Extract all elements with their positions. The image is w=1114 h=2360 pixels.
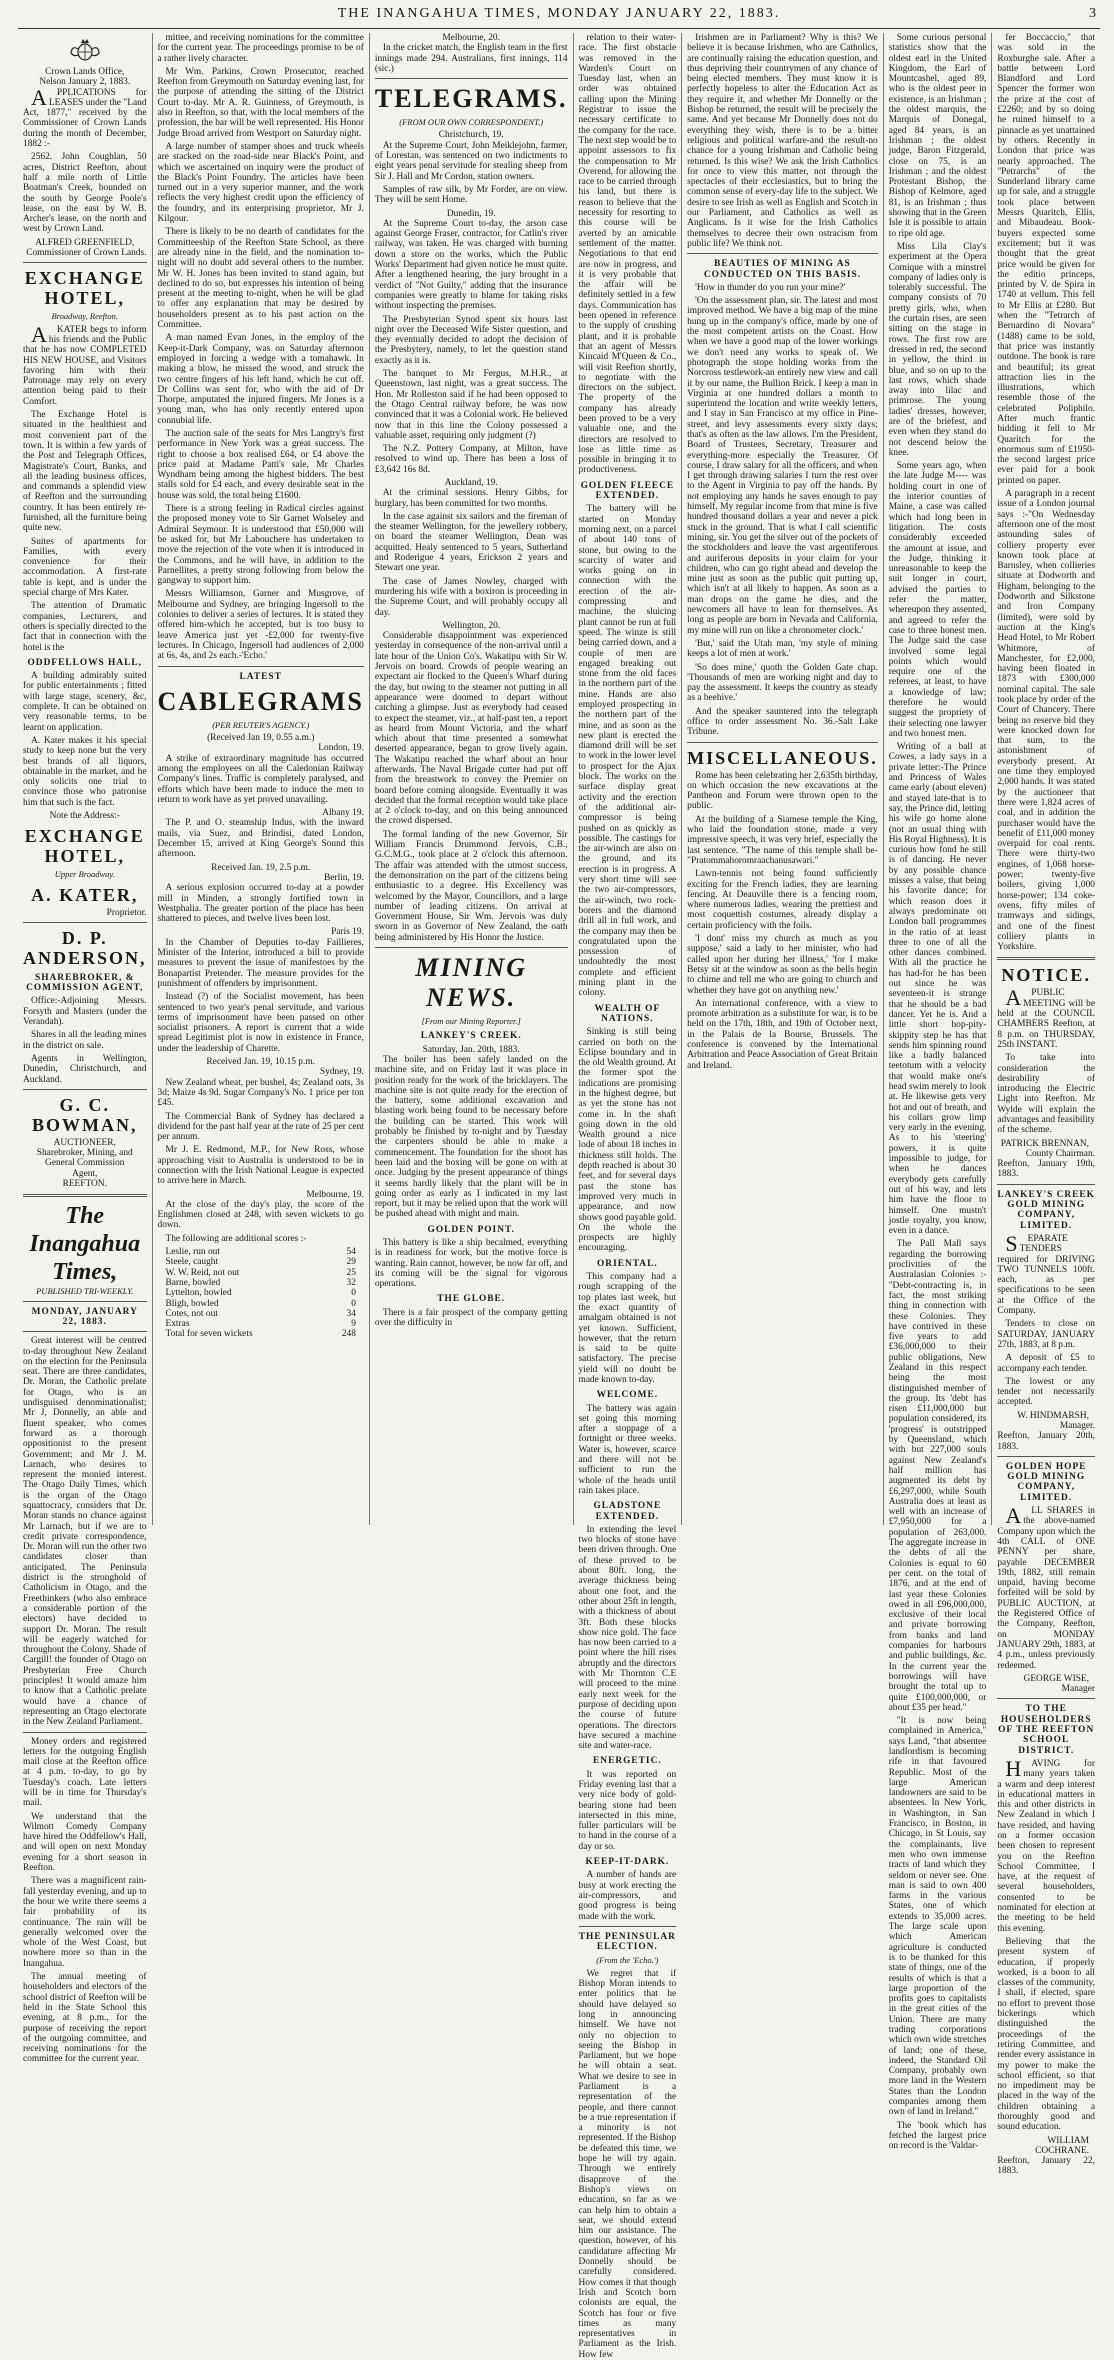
bowman-line: Agent, (72, 1168, 98, 1179)
column-3 (370, 33, 574, 1525)
dateline: Paris 19. (331, 927, 364, 938)
bowman-line: REEFTON. (62, 1179, 107, 1190)
notice-signature: PATRICK BRENNAN, (1000, 1138, 1089, 1149)
section-heading: GOLDEN FLEECE EXTENDED. (580, 480, 675, 502)
leader-paragraph: We understand that the Wilmott Comedy Company have hired the Oddfellow's Hall, and will open on next Monday evening for a short season in Reefton. (23, 1811, 147, 1874)
misc-paragraph: At the building of a Siamese temple the King, who laid the foundation stone, made a very impressive speech, it was very brief, especially the last sentence. "The name of this temple shall be-"Pratommahoromraachanusawari." (687, 814, 878, 866)
shares-signature-title: Manager (1061, 1684, 1095, 1695)
tender-signature: W. HINDMARSH, (1017, 1410, 1089, 1421)
tender-paragraph: SEPARATE TENDERS required for DRIVING TWO TUNNELS 100ft. each, as per specifications to be seen at the Office of the Company. (997, 1230, 1095, 1317)
anderson-shares: Shares in all the leading mines in the district on sale. (23, 1030, 147, 1051)
mining-paragraph: It was reported on Friday evening last that a very nice body of gold-bearing stone had been intersected in this mine, fuller particulars will be to hand in the course of a day or so. (578, 1769, 677, 1852)
hotel-address-repeat: Upper Broadway. (54, 869, 115, 880)
misc-paragraph: An international conference, with a view to promote arbitration as a substitute for war, is to be held on the 17th, 18th, and 19th of October next, in the Palais de la Bourse, Brussels. The conference is convened by the International Arbitration and Peace Association of Great Britain and Ireland. (687, 998, 878, 1071)
misc-paragraph: Some curious personal statistics show that the oldest earl in the United Kingdom, the Earl of Mountcashel, aged 89, who is the oldest peer in existence, is an Irishman ; the oldest marquis, the Marquis of Donegal, aged 84 years, is an Irishman ; the oldest judge, Baron Fitzgerald, close on 75, is an Irishman ; and the oldest Protestant Bishop, the Bishop of Kelmore, aged 81, is an Irishman ; thus showing that in the Green Isle it is possible to attain to ripe old age. (888, 33, 987, 239)
cable-paragraph: The P. and O. steamship Indus, with the inward mails, via Suez, and Brindisi, dated London, December 15, arrived at King George's Sound this afternoon. (157, 818, 364, 860)
telegram-paragraph: In the case against six sailors and the fireman of the steamer Wellington, for the jewellery robbery, on board the steamer Wellington, Dean was acquitted. Healy sentenced to 5 years, Sutherland and Roderigue 4 years, Erickson 2 years and Stewart one year. (374, 511, 568, 574)
article-paragraph: We regret that if Bishop Moran intends to enter politics that he should have delayed so long in announcing himself. We have not only no objection to seeing the Bishop in Parliament, but we hope he will obtain a seat. What we desire to see in Parliament is a representation of the people, and there cannot be a true representation if a minority is not represented. If the Bishop be defeated this time, we hope he will try again. Through we entirely disapprove of the Bishop's views on education, so far as we can help him to obtain a seat, we should extend him our assistance. The question, however, of his candidature affecting Mr Donnelly should be carefully considered. How comes it that though Irish and Scotch born colonists are equal, the Scotch has four or five times as many representatives in Parliament as the Irish. How few (578, 1968, 677, 2360)
section-heading: BEAUTIES OF MINING AS CONDUCTED ON THIS BASIS. (703, 259, 862, 280)
tender-paragraph: Tenders to close on SATURDAY, JANUARY 27th, 1883, at 8 p.m. (997, 1319, 1095, 1350)
section-subtitle: (From the 'Echo.') (596, 1955, 659, 1966)
hotel-paragraph: The attention of Dramatic companies, Lecturers, and others is specially directed to the fact that in connection with the hotel is the (23, 601, 147, 653)
score-row: Bligh, bowled 0 (165, 1298, 356, 1309)
score-row: Total for seven wickets 248 (165, 1329, 356, 1340)
mining-paragraph: Sinking is still being carried on both on the Eclipse boundary and in the old Wealth ground. At the former spot the indications are promising in the highest degree, but as yet the stone has not come in. In the shaft going down in the old Wealth ground a nice lode of about 18 inches in thickness still holds. The depth reached is about 30 feet, and for several days past the stone has improved very much in appearance, and now shows good payable gold. On the whole the prospects are highly encouraging. (578, 1027, 677, 1254)
section-heading: WELCOME. (596, 1390, 659, 1401)
news-paragraph: The auction sale of the seats for Mrs Langtry's first performance in New York was a great success. The right to choose a box realised £64, or £4 above the price paid at Madame Patti's sale, Mr Charles Wyndham being among the highest bidders. The best stalls sold for £4 each, and every desirable seat in the house was sold, the total being £1600. (157, 428, 364, 501)
mining-paragraph: This battery is like a ship becalmed, everything is in readiness for work, but the motive force is wanting. Rain cannot, however, be now far off, and its coming will be the signal for vigorous operations. (374, 1237, 568, 1290)
section-heading: ORIENTAL. (597, 1258, 658, 1269)
dateline: Sydney, 19. (319, 1067, 364, 1078)
cablegrams-subtitle: (PER REUTER'S AGENCY.) (212, 719, 310, 730)
received-line: (Received Jan 19, 0.55 a.m.) (207, 733, 315, 744)
news-paragraph: Mr Wm. Parkins, Crown Prosecutor, reached Reefton from Greymouth on Saturday evening last, for the purpose of attending the sitting of the District Court to-day. Mr A. R. Guinness, of Greymouth, is also in Reefton, so that, with the local members of the profession, the bar will be well represented. His Honor Judge Broad arrived from Westport on Saturday night. (157, 66, 364, 139)
notice-date: Reefton, January 19th, 1883. (997, 1159, 1095, 1180)
householders-paragraph: HAVING for many years taken a warm and deep interest in educational matters in this and other districts in New Zealand in which I have resided, and having on a former occasion been chosen to represent you on the Reefton School Committee, I have, at the request of several householders, consented to be nominated for election at the meeting to be held this evening. (997, 1755, 1095, 1934)
news-paragraph: There is likely to be no dearth of candidates for the Committeeship of the Reefton State School, as there are already nine in the field, and the nomination to-night will no doubt add several others to the number. Mr W. H. Jones has been invited to stand again, but declined to do so, but expresses his intention of being present at the meeting to-night, when he will be glad to offer any explanation that may be desired by householders present as to his past action on the Committee. (157, 227, 364, 331)
dateline: Berlin, 19. (324, 872, 364, 883)
section-heading: ENERGETIC. (593, 1756, 662, 1767)
hotel-paragraph: AKATER begs to inform his friends and the Public that he has now COMPLETED HIS NEW HOUSE, and Visitors favoring him with their Patronage may rely on every attention being paid to their Comfort. (23, 321, 147, 407)
news-paragraph: Messrs Williamson, Garner and Musgrove, of Melbourne and Sydney, are bringing Ingersoll to the colonies to deliver a series of lectures. It is stated they offered him-which he accepted, but is too busy to leave America just yet -£2,000 for twenty-five lectures. In Chicago, Ingersoll had audiences of 2,000 at 6s, 4s, and 2s each.-'Echo.' (157, 589, 364, 662)
householders-date: Reefton, January 22, 1883. (997, 2156, 1095, 2177)
telegram-paragraph: The N.Z. Pottery Company, at Milton, have resolved to wind up. There has been a loss of £3,642 16s 8d. (374, 444, 568, 475)
cable-paragraph: The Commercial Bank of Sydney has declared a dividend for the past half year at the rate of 25 per cent per annum. (157, 1111, 364, 1143)
paper-subtitle: PUBLISHED TRI-WEEKLY. (36, 1286, 134, 1297)
leader-paragraph: The annual meeting of householders and electors of the school district of Reefton will be held in the State School this evening, at 8 p.m., for the purpose of receiving the report of the outgoing committee, and receiving nominations for the committee for the current year. (23, 1972, 147, 2065)
crown-entry: 2562. John Coughlan, 50 acres, District Reefton, about half a mile north of Little Boatman's Creek, bounded on the south by George Poole's lease, on the east by W. B. Archer's lease, on the north and west by Crown Land. (23, 152, 147, 235)
hotel-proprietor: A. KATER, (31, 884, 139, 905)
royal-crest-icon (68, 37, 102, 63)
misc-paragraph: "It is now being complained in America," says Land, "that absentee landlordism is becoming rife in that favoured Republic. Most of the large American landowners are said to be absentees. In New York, in Washington, in San Francisco, in Boston, in Chicago, in St Louis, say the complainants, live men who own immense tracts of land which they seldom or never see. One man is said to own 400 farms in the various States, one of which extends to 35,000 acres. The large scale upon which American agriculture is conducted is to be thanked for this state of things, one of the results of which is that a large proportion of the profits goes to capitalists in the great cities of the Union. There are many trading corporations which own wide stretches of land; one of these, indeed, the Standard Oil Company, probably own more land in the Western States than the London companies among them own of land in Ireland." (888, 1716, 987, 2118)
crown-signature: ALFRED GREENFIELD, (35, 237, 135, 248)
news-paragraph: In the cricket match, the English team in the first innings made 294. Australians, first innings, 114 (sic.) (374, 43, 568, 74)
mining-subtitle: [From our Mining Reporter.] (421, 1016, 521, 1027)
anderson-agents: Agents in Wellington, Dunedin, Christchurch, and Auckland. (23, 1053, 147, 1085)
telegram-paragraph: The Presbyterian Synod spent six hours last night over the Deceased Wife Sister question, and they eventually decided to adopt the decision of the Presbytery, namely, to let the question stand exactly as it is. (374, 314, 568, 366)
column-4 (574, 33, 683, 2360)
shares-signature: GEORGE WISE, (1023, 1673, 1089, 1684)
mining-paragraph: This company had a rough scrapping of the top plates last week, but the exact quantity of amalgam obtained is not yet known. Sufficient, however, that the return is said to be quite satisfactory. The precise yield will no doubt be made known to-day. (578, 1272, 677, 1385)
cable-paragraph: Mr J. E. Redmond, M.P., for New Ross, whose approaching visit to Australia is understood to be in connection with the Irish National League is expected to arrive here in March. (157, 1145, 364, 1187)
anderson-subtitle: SHAREBROKER, & COMMISSION AGENT, (26, 972, 144, 994)
paper-nameplate: The Inangahua Times, (29, 1203, 141, 1286)
dateline: Saturday, Jan. 20th, 1883. (422, 1044, 520, 1055)
crown-signature-title: Commissioner of Crown Lands. (26, 248, 147, 259)
article-paragraph: Irishmen are in Parliament? Why is this? We believe it is because Irishmen, who are Catholics, are continually raising the education question, and thus depriving their countrymen of any chance of being elected members. They must know it is perfectly hopeless to alter the Education Act as they require it, and whether Mr Donnelly or the Bishop be returned, the result will be precisely the same. And yet because Mr Donnelly does not do everything they wish, there is to be a bitter religious and political warfare-and the result-no chance for a young Irishman and Catholic being returned. Is this wise? We ask the Irish Catholics for once to view this matter, not through the spectacles of their ecclesiastics, but to bring the common sense of every-day life to the subject. We desire to see Irish as well as English and Scotch in our Parliament, and Catholics as well as Anglicans. Is it wise for the Irish Catholics themselves to decree their own ostracism from public life? We think not. (687, 33, 878, 249)
score-row: Steele, caught 29 (165, 1257, 356, 1268)
misc-paragraph: fer Boccaccio," that was sold in the Roxburghe sale. After a battle between Lord Blandford and Lord Spencer the former won the prize at the cost of £2260; and by so doing he ruined himself to a pinnacle as yet unattained by others. Recently in London that price was nearly approached. The "Petrarchs" of the Sunderland library came up for sale, and a struggle took place between Messrs Quaritch, Ellis, and Mibaudeau. Book-buyers expected some excitement; but it was thought that the great price would be given for the editio princeps, printed by V. de Spira in 1740 at vellum. This fell to Mr Ellis at £280. But when the "Tetrarch of Bernardino di Novara" (1488) came to be sold, that price was instantly outdone. The book is rare and beautiful; its great attraction lies in the illustrations, which resemble those of the celebrated Poliphilo. After much frantic bidding it fell to Mr Quaritch for the enormous sum of £1950-the second largest price ever paid for a book printed on paper. (997, 33, 1095, 486)
dateline: Auckland, 19. (444, 477, 498, 488)
misc-paragraph: Miss Lila Clay's experiment at the Opera Comique with a minstrel company of ladies only is tolerably successful. The company consists of 70 pretty girls, who, when the curtain rises, are seen sitting on the stage in rows. The first row are dressed in red, the second in yellow, the third in blue, and so on up to the last rows, which shade away into lilac and primrose. The young ladies' dresses, however, are of the briefest, and even when they stand do not descend below the knee. (888, 241, 987, 458)
mining-paragraph: There is a fair prospect of the company getting over the difficulty in (374, 1307, 568, 1329)
cable-paragraph: In the Chamber of Deputies to-day Faillieres, Minister of the Interior, introduced a bill to provide measures to prevent the issue of manifestoes by the Bonapartist Pretender. The measure provides for the punishment of offenders by imprisonment. (157, 937, 364, 989)
hotel-paragraph: A. Kater makes it his special study to keep none but the very best brands of all liquors, obtainable in the market, and he only solicits one trial to convince those who patronise him that such is the fact. (23, 735, 147, 808)
telegram-paragraph: The banquet to Mr Fergus, M.H.R., at Queenstown, last night, was a great success. The Hon. Mr Rolleston said if he had been opposed to the Otago Central railway before, he was now convinced that it was a Colonial work. He believed now that in this line the Colony possessed a valuable asset, requiring only judgment (?) (374, 369, 568, 441)
misc-paragraph: The Pall Mall says regarding the borrowing proclivities of the Australasian Colonies :-"Debt-contracting is, in fact, the most striking thing in connection with these Colonies. They have contrived in these five years to add £36,000,000 to their public obligations, New Zealand in this respect being the most distinguished member of the group. Its 'debt has risen £11,000,000 but population considered, its 'progress' is outstripped by Queensland, which with but 227,000 souls against New Zealand's half million has augmented its debt by £6,297,000, while South Australia does at least as well with an increase of £7,950,000 for a population of 263,000. The aggregate increase in the debts of all the Colonies is equal to 60 per cent. on the total of 1876, and at the end of last year these Colonies owed in all £96,000,000, exclusive of their local and private borrowing from banks and land companies for harbours and public buildings, &c. In the current year the borrowings will have brought the total up to quite £100,000,000, or about £35 per head." (888, 1239, 987, 1713)
anderson-title: D. P. ANDERSON, (23, 927, 147, 968)
leader-paragraph: There was a magnificent rain-fall yesterday evening, and up to the hour we write there seems a fair probability of its continuance. The rain will be generally welcomed over the whole of the West Coast, but nowhere more so than in the Inangahua. (23, 1876, 147, 1969)
hotel-title-repeat: EXCHANGE HOTEL, (24, 826, 145, 867)
dateline: Wellington, 20. (442, 620, 501, 631)
score-row: Barne, bowled 32 (165, 1277, 356, 1288)
mining-news-heading: MINING NEWS. (415, 953, 528, 1013)
telegram-paragraph: At the criminal sessions. Henry Gibbs, for burglary, has been committed for two months. (374, 488, 568, 509)
householders-signature: WILLIAM COCHRANE. (1035, 2135, 1089, 2156)
telegram-paragraph: The case of James Nowley, charged with murdering his wife with a boxiron is proceeding in the Supreme Court, and will probably occupy all day. (374, 576, 568, 618)
paper-date: MONDAY, JANUARY 22, 1883. (31, 1306, 138, 1327)
hall-name: ODDFELLOWS HALL, (27, 657, 142, 668)
masthead-title: THE INANGAHUA TIMES, MONDAY JANUARY 22, 1883. (337, 6, 781, 21)
column-5 (682, 33, 884, 1525)
mining-paragraph: The boiler has been safely landed on the machine site, and on Friday last it was place in position ready for the work of the bricklayers. The machine site is not quite ready for the erection of the battery, some additional excavation and blasting work being found to be necessary before the building can be started. This work will probably be finished by to-night and by Tuesday the carpenters should be able to make a commencement. The foundation for the shoot has been laid and the boxing will be gone on with at once. Judging by the present appearance of things it seems hardly likely that the plant will be in going order as early as I indicated in my last report, but it may be relied upon that the work will be pushed ahead with might and main. (374, 1054, 568, 1220)
cablegrams-heading: CABLEGRAMS (157, 686, 364, 716)
leader-paragraph: Money orders and registered letters for the outgoing English mail close at the Reefton office at 4 p.m. to-day, to go by Tuesday's coach. Late letters will be in time for Thursday's mail. (23, 1736, 147, 1809)
cable-paragraph: The following are additional scores :- (165, 1233, 307, 1244)
columns (18, 33, 1100, 2360)
hotel-address: Broadway, Reefton. (51, 311, 118, 322)
crown-date: Nelson January 2, 1883. (39, 77, 131, 88)
news-paragraph: A man named Evan Jones, in the employ of the Keep-it-Dark Company, was on Saturday afternoon employed in forcing a wedge with a tomahawk. In making a blow, he missed the wood, and struck the two centre fingers of his left hand, which he cut off. Dr Collins was sent for, who with the aid of Dr Thorpe, amputated the injured fingers. Mr Jones is a young man, who has only recently entered upon connubial life. (157, 333, 364, 426)
telegram-paragraph: At the Supreme Court to-day, the arson case against George Fraser, contractor, for Catlin's river railway, was taken. He was charged with burning down a store on the works, which the Public Works' Department had given notice he must quite. After a lengthened hearing, the jury brought in a verdict of "Not Guilty," adding that the insurance companies were greatly to blame for taking risks without inspecting the premises. (374, 218, 568, 312)
section-heading: TO THE HOUSEHOLDERS OF THE REEFTON SCHOOL DISTRICT. (998, 1704, 1095, 1756)
dateline: Christchurch, 19. (438, 130, 504, 141)
mining-paragraph: The battery will be started on Monday morning next, on a parcel of about 140 tons of stone, but owing to the scarcity of water and works going on in connection with the erection of the air-compressing and machine, the sluicing plant cannot be run at full speed. The winze is still being carried down, and a couple of men are engaged breaking out stone from the old faces in the northern part of the mine. Hands are also employed prospecting in the northern part of the mine, and as soon as the new plant is erected the diamond drill will be set to work in the lower level to prospect for the Ajax block. The works on the surface display great activity and the erection of the additional air-compressor is being pushed on as quickly as possible. The castings for the air-winch are also on the ground, and its erection is in progress. A very short time will see the two air-compressors, the air-winch, two rock-borers and the diamond drill all in full work, and the company may then be congratulated upon the possession of undoubtedly the most complete and efficient mining plant in the colony. (578, 504, 677, 999)
leader-paragraph: Great interest will be centred to-day throughout New Zealand on the election for the Peninsula seat. There are three candidates, Dr. Moran, the Catholic prelate for Otago, who is an undisguised denominationalist; Mr J, Donnelly, an able and fluent speaker, who comes forward as a thorough oppositionist to the present Government; and Mr J. M. Larnach, who desires to represent the monied interest. The Otago Daily Times, which is the organ of the Otago squattocracy, considers that Dr. Moran stands no chance against Mr Larnach, but if we are to credit private correspondence, Dr. Moran will run the other two candidates closer than anticipated. The Peninsula district is the stronghold of Catholicism in Otago, and the Freethinkers (who also embrace a considerable portion of the electors) have decided to support Dr. Moran. The result will be eagerly watched for throughout the Colony. Shade of Cargill! the founder of Otago on Presbyterian Free Church principles! It would amaze him to know that a Catholic prelate would have a chance of representing an Otago electorate in the New Zealand Parliament. (23, 1336, 147, 1728)
householders-paragraph: Believing that the present system of education, if properly worked, is a boon to all classes of the community, I shall, if elected, spare no effort to prevent those bickerings which distinguished the proceedings of the retiring Committee, and render every assistance in my power to make the school efficient, so that no impediment may be placed in the way of the children obtaining a thoroughly good and sound education. (997, 1936, 1095, 2133)
score-row: Cotes, not out 34 (165, 1308, 356, 1319)
bowman-title: G. C. BOWMAN, (32, 1094, 138, 1135)
notice-paragraph: To take into consideration the desirability of introducing the Electric Light into Reefton. Mr Wylde will explain the advantages and feasibility of the scheme. (997, 1053, 1095, 1136)
received-line: Received Jan. 19, 2.5 p.m. (211, 862, 311, 873)
telegram-paragraph: At the Supreme Court, John Meiklejohn, farmer, of Lorestan, was sentenced on two indictments to eight years penal servitude for stealing sheep from Sir J. Hall and Mr Cordon, station owners. (374, 140, 568, 182)
received-line: Received Jan. 19, 10.15 p.m. (206, 1057, 315, 1068)
news-paragraph: A large number of stamper shoes and truck wheels are stacked on the road-side near Black's Point, and which we ascertained on inquiry were the product of the Black's Point Foundry. The articles have been turned out in a very superior manner, and the work reflects the very highest credit upon the efficiency of the foundry, and its enterprising proprietor, Mr J. Kilgour. (157, 141, 364, 225)
section-heading: GOLDEN HOPE GOLD MINING COMPANY, LIMITED. (1005, 1461, 1087, 1503)
bowman-line: General Commission (45, 1158, 125, 1169)
article-paragraph: 'But,' said the Utah man, 'my style of mining keeps a lot of men at work.' (687, 638, 878, 660)
misc-paragraph: Some years ago, when the late Judge M---- was holding court in one of the interior counties of Maine, a case was called which had long been in litigation. The costs considerably exceeded the amount at issue, and the Judge, thinking it unreasonable to keep the suit longer in court, advised the parties to refer the matter, whereupon they assented, and agreed to refer the case to three honest men. The Judge said the case involved some legal points which would require one of the referees, at least, to have a knowledge of law; therefore he would suggest the propriety of their selecting one lawyer and two honest men. (888, 461, 987, 739)
news-paragraph: mittee, and receiving nominations for the committee for the current year. The proceedings promise to be of a rather lively character. (157, 33, 364, 64)
cable-paragraph: A strike of extraordinary magnitude has occurred among the employees on all the Caledonian Railway Company's lines. Traffic is completely paralysed, and efforts which have been made to induce the men to return to work have as yet proved unavailing. (157, 753, 364, 805)
column-7 (992, 33, 1100, 2177)
misc-paragraph: A paragraph in a recent issue of a London journal says :-"On Wednesday afternoon one of the most astounding sales of colliery property ever known took place at Barnsley, when collieries situate at Dodworth and Higham, belonging to the Dodworth and Silkstone and Iron Company (limited), were sold by auction at the King's Head Hotel, to Mr Robert Whitmore, of Manchester, for £2,000, having been floated in 1873 with £300,000 nominal capital. The sale took place by order of the Court of Chancery. There being no reserve bid they were knocked down for that sum, to the astonishment of everybody present. At one time they employed 2,000 hands. It was stated by the auctioneer that there were 1,824 acres of coal, and in addition the purchaser would have the benefit of £11,000 money overpaid for coal rents. There were thirty-two engines, of 1,068 horse-power; twenty-five boilers, giving 1,000 horse-power; 134 coke-ovens, fifty miles of tramways and sidings, and one of the finest colliery plants in Yorkshire. (997, 489, 1095, 953)
section-heading: LANKEY'S CREEK GOLD MINING COMPANY, LIMITED. (997, 1189, 1095, 1231)
cable-paragraph: A serious explosion occurred to-day at a powder mill in Minden, a strongly fortified town in Westphalia. The greater portion of the place has been shattered to pieces, and twelve lives been lost. (157, 883, 364, 925)
tender-date: Reefton, January 20th, 1883. (997, 1431, 1095, 1452)
score-row: W. W. Reid, not out 25 (165, 1267, 356, 1278)
dateline: Albany 19. (322, 808, 364, 819)
bowman-line: AUCTIONEER, (53, 1137, 116, 1148)
hotel-paragraph: Suites of apartments for Families, with every convenience for their accommodation. A first-rate table is kept, and is under the special charge of Mrs Kater. (23, 536, 147, 599)
dateline: Melbourne, 20. (442, 33, 500, 43)
notice-signature-title: County Chairman. (1025, 1148, 1095, 1159)
score-row: Leslie, run out 54 (165, 1247, 356, 1258)
misc-paragraph: The 'book which has fetched the largest price on record is the 'Valdar- (888, 2120, 987, 2152)
mining-paragraph: A number of hands are busy at work erecting the air-compressors, and good progress is being made with the work. (578, 1870, 677, 1922)
hotel-note: Note the Address:- (49, 811, 120, 821)
section-heading: WEALTH OF NATIONS. (594, 1003, 661, 1024)
anderson-office: Office:-Adjoining Messrs. Forsyth and Masters (under the Verandah). (23, 996, 147, 1028)
telegram-paragraph: Considerable disappointment was experienced yesterday in consequence of the non-arrival until a late hour of the Union Co's. Wakatipu with Sir W. Jervois on board. Crowds of people wearing an expectant air flocked to the Queen's Wharf during the day, but owing to the steamer not putting in all appearance were doomed to depart without catching a glimpse. Just as everybody had ceased to expect the steamer, viz., at half-past ten, a report as heard from Mount Victoria, and the wharf which about that time presented a somewhat deserted appearance, began to grow lively again. The Wakatipu reached the wharf about an hour afterwards. The Naval Brigade cutter had put off from the breastwork to convey the Premier on board before coming alongside. Eventually it was decided that the formal reception would take place at 2 o'clock to-day, and on this being announced the crowd dispersed. (374, 631, 568, 827)
score-row: Extras 9 (165, 1319, 356, 1330)
score-row: Lyttelton, bowled 0 (165, 1288, 356, 1299)
section-heading: LANKEY'S CREEK. (420, 1031, 522, 1042)
section-heading: GOLDEN POINT. (427, 1224, 515, 1235)
news-paragraph: There is a strong feeling in Radical circles against the proposed money vote to Sir Garnet Wolseley and Admiral Seymour. It is understood that £50,000 will be asked for, but Mr Labouchere has undertaken to move the rejection of the vote when it is introduced in the Commons, and he will have, in addition to the Parnellites, a pretty strong following from below the gangway to support him. (157, 504, 364, 587)
article-paragraph: And the speaker sauntered into the telegraph office to order assessment No. 36.-Salt Lake Tribune. (687, 706, 878, 738)
hotel-paragraph: A building admirably suited for public entertainments ; fitted with large stage, scenery, &c, complete. It can be obtained on very reasonable terms, to be learnt on application. (23, 671, 147, 733)
bowman-line: Sharebroker, Mining, and (36, 1148, 133, 1159)
latest-heading: LATEST (239, 671, 282, 682)
misc-paragraph: Lawn-tennis not being found sufficiently exciting for the French ladies, they are learning fencing. At Deauville there is a fencing room, where numerous ladies, wearing the prettiest and most coquettish costumes, already display a certain proficiency with the foils. (687, 869, 878, 931)
hotel-proprietor-title: Proprietor. (106, 907, 147, 918)
masthead (18, 6, 1100, 29)
section-heading: KEEP-IT-DARK. (585, 1857, 670, 1868)
telegrams-subtitle: (FROM OUR OWN CORRESPONDENT.) (399, 117, 544, 128)
mining-paragraph: The battery was again set going this morning after a stoppage of a fortnight or three weeks. Water is, however, scarce and there will not be sufficient to run the whole of the heads until rain takes place. (578, 1403, 677, 1496)
shares-paragraph: ALL SHARES in the above-named Company upon which the 4th CALL of ONE PENNY per share, payable DECEMBER 19th, 1882, still remain unpaid, having become forfeited will be sold by PUBLIC AUCTION, at the Registered Office of the Company, Reefton, on MONDAY JANUARY 29th, 1883, at 4 p.m., unless previously redeemed. (997, 1503, 1095, 1671)
cable-paragraph: Instead (?) of the Socialist movement, has been sentenced to two year's penal servitude, and various terms of imprisonment have been passed on other socialist prisoners. A report is current that a wide spread Legitimist plot is now in existence in France, under the leadership of Charette. (157, 992, 364, 1054)
score-table (158, 1247, 364, 1340)
column-1 (18, 33, 153, 2065)
crown-office: Crown Lands Office, (45, 67, 125, 77)
column-2 (153, 33, 370, 1525)
article-paragraph: 'So does mine,' quoth the Golden Gate chap. 'Thousands of men are working night and day to pay the assessment. It keeps the country as steady as a beehive.' (687, 662, 878, 704)
article-paragraph: 'On the assessment plan, sir. The latest and most improved method. We have a big map of the mine hung up in the company's office, made by one of the most competent artists on the Coast. How when we have a good map of the lower workings we don't need any works to speak of. We photograph the stope holding works from the Norcross testlework-an entirely new view and call it by our name, the Bullion Brick. I keep a man in Virginia at one hundred dollars a month to superintend the location and write weekly letters, and I stay in San Francisco at my office in Pine-street, and levy assessments every sixty days; that's as often as the law allows. I'm the President, Board of Trustees, Secretary, Treasurer and everything-more especially the Treasurer. Of course, I draw salary for all the officers, and when I get through drawing salaries I turn the rest over to the Agent in Virginia to pay off the hands. By not employing any hands he saves enough to pay himself. My regular income from that mine is five hundred thousand dollars a year and never a pick stuck in the ground. That is what I call scientific mining, sir. You get the silver out of the pockets of the stockholders and leave the vast argentiferous and auriferous deposits in your claim for your children, who can go right ahead and develop the mine just as soon as the public quit putting up, which isn't at all likely to happen. As soon as a man drops on the game he dies, and the newcomers all have to lean for themselves. As long as people are born in Nevada and California, my mine will run on like a chronometer clock.' (687, 296, 878, 636)
article-paragraph: 'How in thunder do you run your mine?' (695, 282, 846, 293)
miscellaneous-heading: MISCELLANEOUS. (687, 747, 878, 768)
misc-paragraph: 'I dont' miss my church as much as you suppose,' said a lady to her minister, who had called upon her during her illness,' 'for I make Betsy sit at the window as soon as the bells begin to chime and tell me who are going to church and whether they have got on anything new.' (687, 934, 878, 996)
misc-paragraph: Writing of a ball at Cowes, a lady says in a private letter:-The Prince and Princess of Wales came early (about eleven) and stayed late-that is to say, the Prince did, letting his wife go home alone (not an usual thing with His Royal Highness). It is curious how fond he still is of dancing. He never by any possible chance misses a valse, that being his favorite dance; for which reason does it always predominate on London ball programmes in the ratio of at least three to one of all the other dances combined. With all the practice he has had-for he has been out since he was seventeen-it is strange that he should be a bad dancer. Yet he is. And a little short hop-pity-skippity step he has that sends him spinning round like a badly balanced teetotum with a velocity that would make one's head swim merely to look at. He likewise gets very hot and out of breath, and his collars grow limp very early in the evening. As to his 'steering' powers, it is quite impossible to judge, for when he dances everybody gets carefully out of his way, and lets him have the floor to himself. One mustn't jostle royalty, you know, even in a dance. (888, 742, 987, 1237)
tender-paragraph: The lowest or any tender not necessarily accepted. (997, 1376, 1095, 1408)
tender-signature-title: Manager. (1059, 1421, 1095, 1431)
page-number: 3 (1089, 6, 1096, 21)
dateline: London, 19. (318, 743, 364, 754)
telegrams-heading: TELEGRAMS. (374, 84, 568, 114)
cable-paragraph: At the close of the day's play, the score of the Englishmen closed at 248, with seven wickets to go down. (157, 1199, 364, 1231)
hotel-title: EXCHANGE HOTEL, (24, 268, 145, 309)
telegram-paragraph: Samples of raw silk, by Mr Forder, are on view. They will be sent Home. (374, 184, 568, 206)
column-6 (884, 33, 993, 2152)
section-heading: THE GLOBE. (437, 1294, 506, 1305)
dateline: Melbourne, 19. (306, 1189, 364, 1200)
section-heading: THE PENINSULAR ELECTION. (578, 1931, 676, 1953)
notice-paragraph: APUBLIC MEETING will be held at the COUNCIL CHAMBERS Reefton, at 8 p.m. on THURSDAY, 25th INSTANT. (997, 985, 1095, 1050)
section-heading: GLADSTONE EXTENDED. (593, 1501, 662, 1522)
cable-paragraph: New Zealand wheat, per bushel, 4s; Zealand oats, 3s 3d; Maize 4s 9d. Sugar Company's No. 1 price per ton £45. (157, 1077, 364, 1109)
dateline: Dunedin, 19. (446, 208, 496, 219)
misc-paragraph: Rome has been celebrating her 2,635th birthday, on which occasion the new excavations at the Pantheon and Forum were thrown open to the public. (687, 770, 878, 812)
hotel-paragraph: The Exchange Hotel is situated in the healthiest and most convenient part of the town. It is within a few yards of the Post and Telegraph Offices, Magistrate's Court, Banks, and all the leading business offices, and commands a splendid view of Reefton and the surrounding country. It has been entirely re-furnished, all the furniture being quite new. (23, 410, 147, 534)
notice-heading: NOTICE. (1001, 965, 1091, 986)
mining-paragraph: In extending the level two blocks of stone have been driven through. One of these proved to be about 80ft. long, the average thickness being about one foot, and the other about 25ft in length, with a thickness of about 3ft. Both these blocks show nice gold. The face has now been carried to a point where the hill rises abruptly and the directors with Mr Thornton C.E will proceed to the mine early next week for the purpose of deciding upon the course of future operations. The directors have secured a machine site and water-race. (578, 1524, 677, 1752)
mining-paragraph: relation to their water-race. The first obstacle was removed in the Warden's Court on Tuesday last, when an order was obtained calling upon the Mining Registrar to issue the necessary certificate to the company for the race. The next step would be to appoint assessors to fix the compensation to Mr Overend, for allowing the race to be carried through his land, but there is reason to believe that the necessity for resorting to this course will be averted by an amicable settlement of the matter. Negotiations to that end are now in progress, and it is very probable that the affair will be definitely settled in a few days. Communication has been opened in reference to the supply of crushing plant, and it is probable that an agent of Messrs Kincaid M'Queen & Co., will visit Reefton shortly, to negotiate with the directors on the subject. The property of the company has already been proved to be a very valuable one, and the directors are resolved to lose as little time as possible in bringing it to productiveness. (578, 33, 677, 476)
crown-body: APPLICATIONS for LEASES under the "Land Act, 1877," received by the Commissioner of Crown Lands during the month of December, 1882 :- (23, 84, 147, 150)
tender-paragraph: A deposit of £5 to accompany each tender. (997, 1353, 1095, 1374)
telegram-paragraph: The formal landing of the new Governor, Sir William Francis Drummond Jervois, C.B., G.C.M.G., took place at 2 o'clock this afternoon. The affair was attended with the utmost success, the demonstration on the part of the citizens being enthusiastic to a degree. His Excellency was welcomed by the Mayor, Councillors, and a large number of leading citizens. On arrival at Government House, Sir Wm. Jervois was duly sworn in as Governor of New Zealand, the oath being administered by His Honor the Justice. (374, 829, 568, 943)
